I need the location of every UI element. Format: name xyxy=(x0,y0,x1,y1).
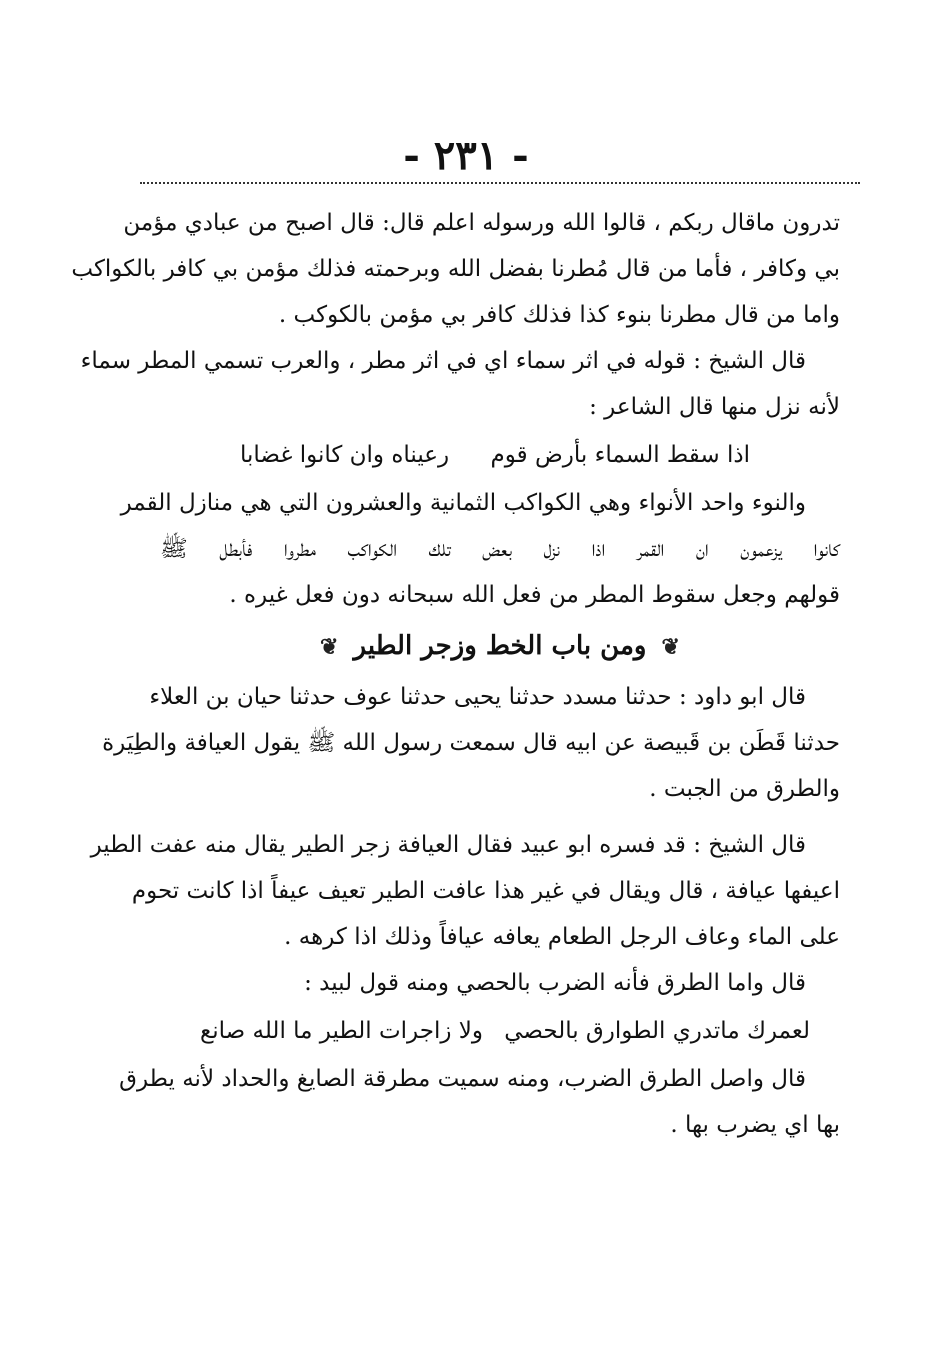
page-number: - ٢٣١ - xyxy=(403,132,529,179)
text-line: حدثنا قَطَن بن قَبيصة عن ابيه قال سمعت رسول الله ﷺ يقول العيافة والطِيَرة xyxy=(102,730,840,756)
verse-first-hemistich: لعمرك ماتدري الطوارق بالحصي xyxy=(504,1018,810,1044)
ornament-icon: ❦ xyxy=(661,634,680,660)
paragraph-4 xyxy=(102,674,840,812)
text-line: قولهم وجعل سقوط المطر من فعل الله سبحانه دون فعل غيره . xyxy=(229,582,840,608)
text-line: بي وكافر ، فأما من قال مُطرنا بفضل الله وبرحمته فذلك مؤمن بي كافر بالكواكب xyxy=(71,256,840,282)
section-heading-text: ومن باب الخط وزجر الطير xyxy=(353,631,647,661)
header-divider xyxy=(140,182,860,184)
text-line: كانوا يزعمون ان القمر اذا نزل بعض تلك الكواكب مطروا فأبطل ﷺ xyxy=(160,536,840,562)
text-line: قال الشيخ : قد فسره ابو عبيد فقال العيافة زجر الطير يقال منه عفت الطير xyxy=(90,832,806,858)
ornament-icon: ❦ xyxy=(320,634,339,660)
text-line: والطرق من الجبت . xyxy=(649,776,840,802)
poetry-verse-1 xyxy=(160,430,840,480)
paragraph-2 xyxy=(80,338,840,430)
paragraph-5 xyxy=(90,822,840,960)
text-line: والنوء واحد الأنواء وهي الكواكب الثمانية والعشرون التي هي منازل القمر xyxy=(120,490,806,516)
paragraph-1 xyxy=(71,200,840,338)
verse-second-hemistich: رعيناه وان كانوا غضابا xyxy=(240,442,450,468)
text-line: قال الشيخ : قوله في اثر سماء اي في اثر مطر ، والعرب تسمي المطر سماء xyxy=(80,348,806,374)
text-line: على الماء وعاف الرجل الطعام يعافه عيافاً وذلك اذا كرهه . xyxy=(284,924,840,950)
text-line: بها اي يضرب بها . xyxy=(670,1112,840,1138)
paragraph-6 xyxy=(160,960,840,1006)
section-heading xyxy=(160,618,840,674)
text-line: لأنه نزل منها قال الشاعر : xyxy=(589,394,840,420)
page-body xyxy=(71,200,840,1148)
poetry-verse-2 xyxy=(160,1006,840,1056)
text-line: اعيفها عيافة ، قال ويقال في غير هذا عافت الطير تعيف عيفاً اذا كانت تحوم xyxy=(131,878,840,904)
text-line: تدرون ماقال ربكم ، قالوا الله ورسوله اعلم قال: قال اصبح من عبادي مؤمن xyxy=(123,210,840,236)
paragraph-3 xyxy=(120,480,840,618)
verse-second-hemistich: ولا زاجرات الطير ما الله صانع xyxy=(200,1018,483,1044)
text-line: قال واصل الطرق الضرب، ومنه سميت مطرقة الصايغ والحداد لأنه يطرق xyxy=(119,1066,806,1092)
spacer xyxy=(160,812,840,822)
text-line: قال واما الطرق فأنه الضرب بالحصي ومنه قول لبيد : xyxy=(304,970,806,996)
text-line: واما من قال مطرنا بنوء كذا فذلك كافر بي مؤمن بالكوكب . xyxy=(278,302,840,328)
text-line: قال ابو داود : حدثنا مسدد حدثنا يحيى حدثنا عوف حدثنا حيان بن العلاء xyxy=(149,684,806,710)
verse-first-hemistich: اذا سقط السماء بأرض قوم xyxy=(490,442,750,468)
paragraph-7 xyxy=(119,1056,840,1148)
